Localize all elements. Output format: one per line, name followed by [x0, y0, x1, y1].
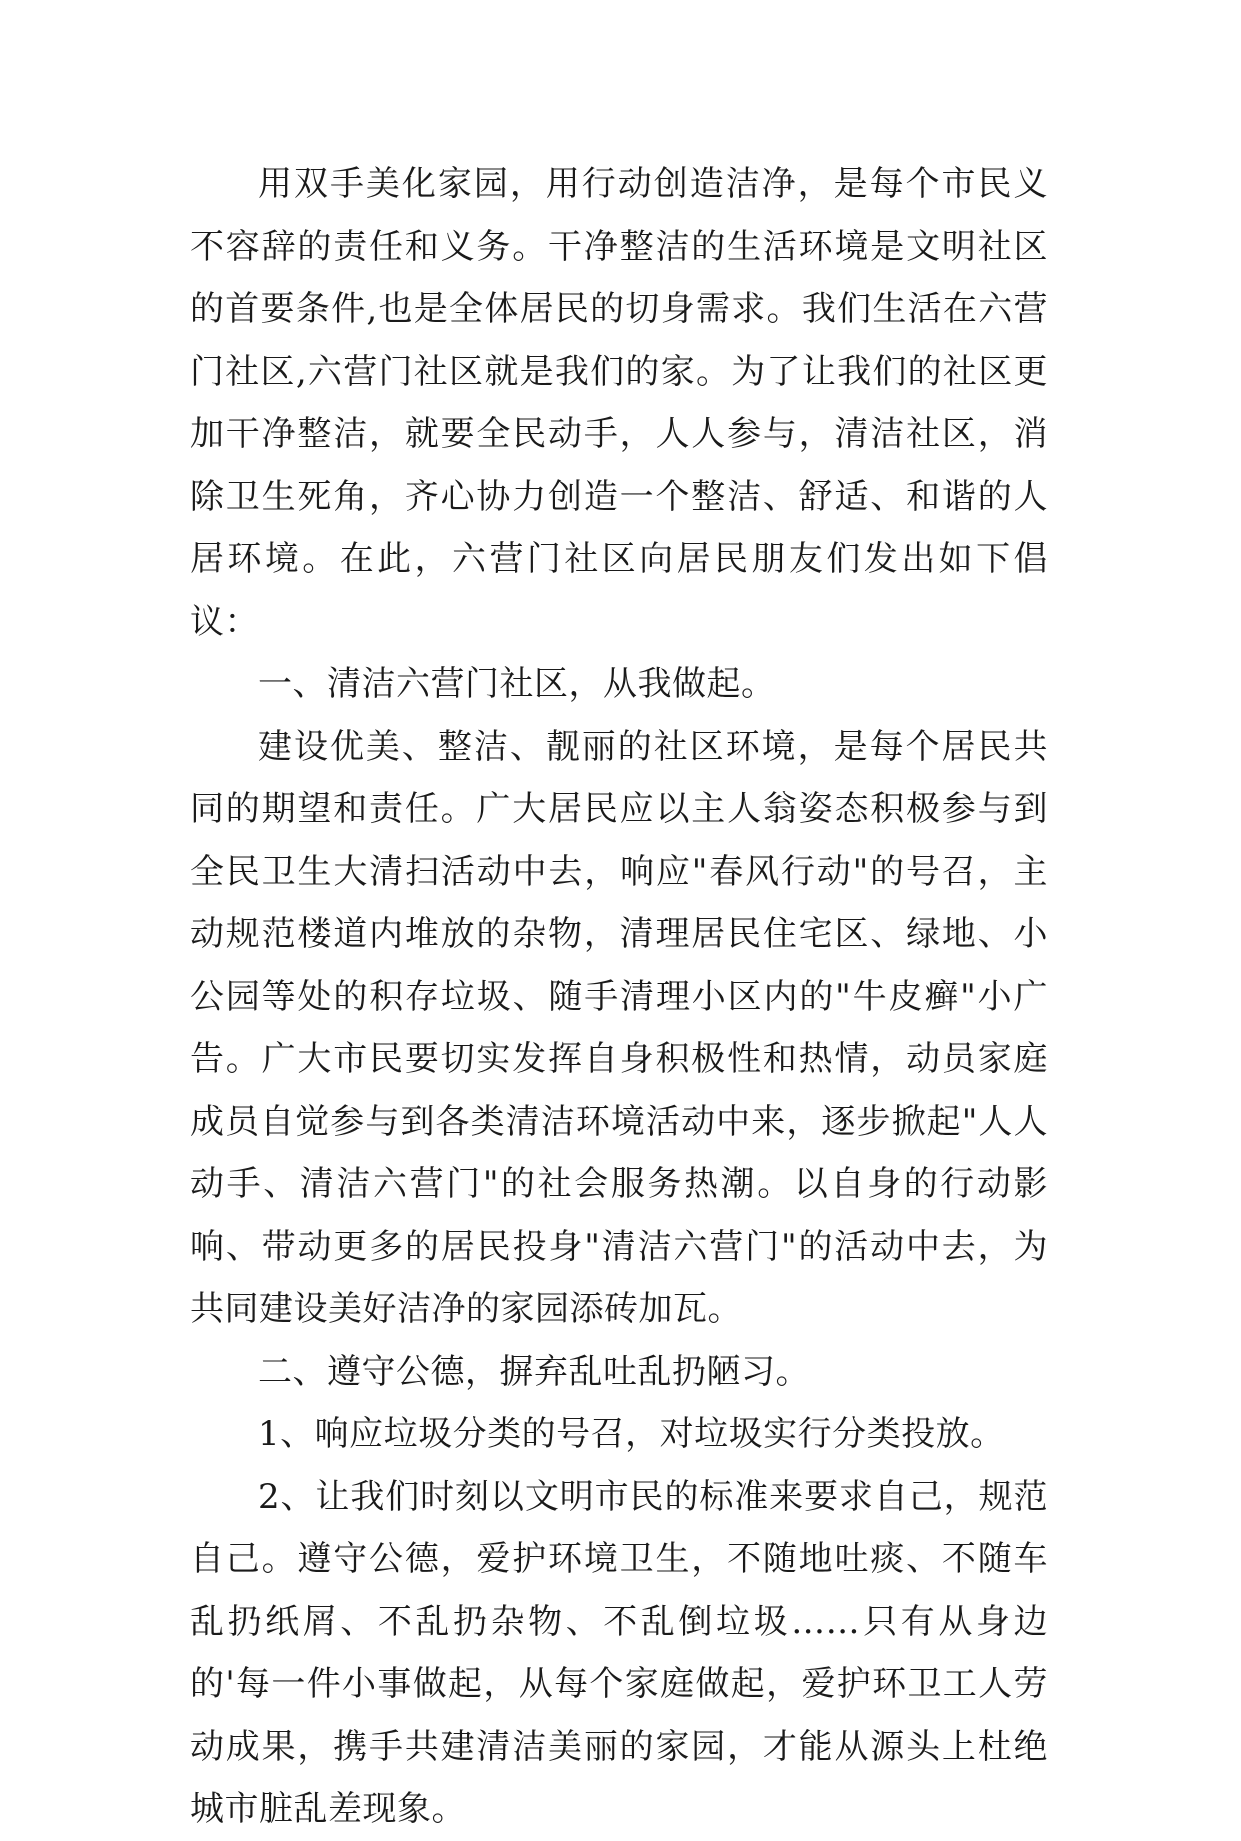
list-item-2: 2、让我们时刻以文明市民的标准来要求自己，规范自己。遵守公德，爱护环境卫生，不随地吐痰、不随车乱扔纸屑、不乱扔杂物、不乱倒垃圾……只有从身边的'每一件小事做起，从每个家庭做起，爱护环卫工人劳动成果，携手共建清洁美丽的家园，才能从源头上杜绝城市脏乱差现象。: [190, 1476, 1048, 1829]
heading-section-1: 一、清洁六营门社区，从我做起。: [258, 664, 776, 704]
heading-section-2: 二、遵守公德，摒弃乱吐乱扔陋习。: [258, 1351, 810, 1392]
paragraph-section-1: 建设优美、整洁、靓丽的社区环境，是每个居民共同的期望和责任。广大居民应以主人翁姿态积极参与到全民卫生大清扫活动中去，响应"春风行动"的号召，主动规范楼道内堆放的杂物，清理居民住宅区、绿地、小公园等处的积存垃圾、随手清理小区内的"牛皮癣"小广告。广大市民要切实发挥自身积极性和热情，动员家庭成员自觉参与到各类清洁环境活动中来，逐步掀起"人人动手、清洁六营门"的社会服务热潮。以自身的行动影响、带动更多的居民投身"清洁六营门"的活动中去，为共同建设美好洁净的家园添砖加瓦。: [190, 726, 1048, 1329]
list-item-1: 1、响应垃圾分类的号召，对垃圾实行分类投放。: [258, 1414, 1005, 1454]
document-body: [190, 153, 1048, 1841]
paragraph-intro: 用双手美化家园，用行动创造洁净，是每个市民义不容辞的责任和义务。干净整洁的生活环境是文明社区的首要条件,也是全体居民的切身需求。我们生活在六营门社区,六营门社区就是我们的家。为了让我们的社区更加干净整洁，就要全民动手，人人参与，清洁社区，消除卫生死角，齐心协力创造一个整洁、舒适、和谐的人居环境。在此，六营门社区向居民朋友们发出如下倡议：: [190, 164, 1048, 642]
